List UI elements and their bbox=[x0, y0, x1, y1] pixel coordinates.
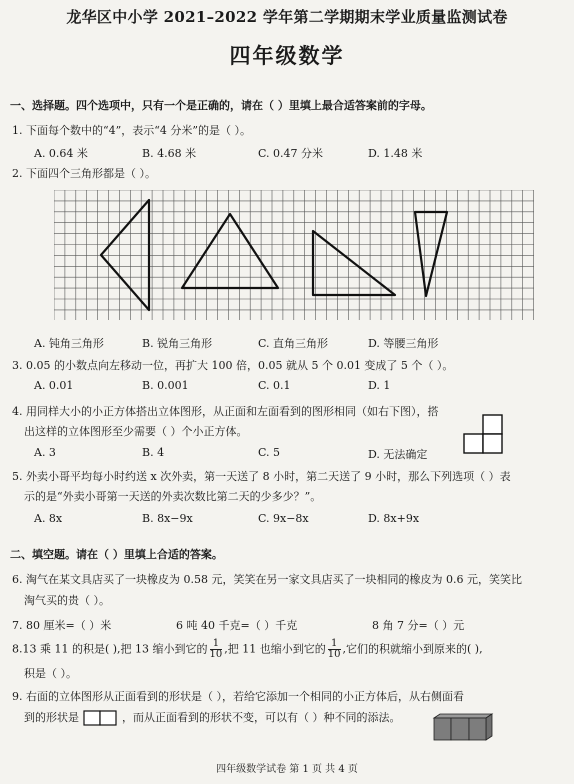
q3-option-b: B. 0.001 bbox=[142, 379, 189, 392]
q8-line1 bbox=[12, 639, 483, 660]
q2-option-c: C. 直角三角形 bbox=[258, 337, 329, 350]
q6-line2: 淘气买的贵（ ）。 bbox=[24, 594, 110, 607]
q2-option-d: D. 等腰三角形 bbox=[368, 337, 439, 350]
q4-view-figure bbox=[463, 413, 513, 455]
q5-option-a: A. 8x bbox=[34, 512, 63, 525]
q1-option-a: A. 0.64 米 bbox=[34, 147, 88, 160]
triangle-right bbox=[313, 231, 395, 295]
q6-line1: 6. 淘气在某文具店买了一块橡皮为 0.58 元，笑笑在另一家文具店买了一块相同的橡皮为 0.6 元，笑笑比 bbox=[12, 573, 522, 586]
q1-option-d: D. 1.48 米 bbox=[368, 147, 423, 160]
triangle-obtuse bbox=[101, 200, 149, 310]
q4-option-b: B. 4 bbox=[142, 446, 165, 459]
q9-line2 bbox=[24, 709, 401, 726]
q8-part3: ,它们的积就缩小到原来的( ), bbox=[342, 642, 483, 656]
q9-line1: 9. 右面的立体图形从正面看到的形状是（ ），若给它添加一个相同的小正方体后，从右侧面看 bbox=[12, 690, 464, 703]
q5-stem-line1: 5. 外卖小哥平均每小时约送 x 次外卖，第一天送了 8 小时，第二天送了 9 小时，那么下列选项（ ）表 bbox=[12, 470, 511, 483]
fraction-denominator: 10 bbox=[209, 649, 223, 660]
q7-part-b: 6 吨 40 千克=（ ）千克 bbox=[176, 619, 298, 632]
q4-option-c: C. 5 bbox=[258, 446, 281, 459]
q3-option-a: A. 0.01 bbox=[34, 379, 74, 392]
q2-option-b: B. 锐角三角形 bbox=[142, 337, 213, 350]
exam-subtitle: 四年级数学 bbox=[229, 43, 345, 68]
q4-option-d: D. 无法确定 bbox=[368, 448, 428, 461]
q1-stem: 1. 下面每个数中的“4”，表示“4 分米”的是（ ）。 bbox=[12, 124, 251, 137]
q9-cubes-figure bbox=[428, 712, 498, 742]
fraction-one-tenth bbox=[328, 639, 341, 660]
q8-part1: 8.13 乘 11 的积是( ),把 13 缩小到它的 bbox=[12, 642, 208, 656]
section1-heading: 一、选择题。四个选项中，只有一个是正确的，请在（ ）里填上最合适答案前的字母。 bbox=[10, 99, 432, 112]
q2-option-a: A. 钝角三角形 bbox=[34, 337, 104, 350]
page-footer: 四年级数学试卷 第 1 页 共 4 页 bbox=[216, 764, 358, 775]
q7-part-c: 8 角 7 分=（ ）元 bbox=[372, 619, 465, 632]
q5-option-d: D. 8x+9x bbox=[368, 512, 420, 525]
q4-option-a: A. 3 bbox=[34, 446, 56, 459]
q9-right-view-figure bbox=[83, 710, 119, 726]
q1-option-c: C. 0.47 分米 bbox=[258, 147, 324, 160]
q8-line2: 积是（ ）。 bbox=[24, 667, 77, 680]
exam-title: 龙华区中小学 2021–2022 学年第二学期期末学业质量监测试卷 bbox=[66, 8, 508, 26]
q1-option-b: B. 4.68 米 bbox=[142, 147, 197, 160]
fraction-one-tenth bbox=[210, 639, 223, 660]
q5-option-b: B. 8x−9x bbox=[142, 512, 193, 525]
q5-stem-line2: 示的是“外卖小哥第一天送的外卖次数比第二天的少多少？”。 bbox=[24, 490, 322, 503]
q2-stem: 2. 下面四个三角形都是（ ）。 bbox=[12, 167, 156, 180]
q9-part-a: 到的形状是 bbox=[24, 711, 79, 724]
fraction-denominator: 10 bbox=[327, 649, 341, 660]
fraction-numerator: 1 bbox=[328, 639, 341, 650]
q5-option-c: C. 9x−8x bbox=[258, 512, 309, 525]
q4-stem-line2: 出这样的立体图形至少需要（ ）个小正方体。 bbox=[24, 425, 248, 438]
q9-part-b: ，而从正面看到的形状不变，可以有（ ）种不同的添法。 bbox=[122, 711, 401, 724]
q7-part-a: 7. 80 厘米=（ ）米 bbox=[12, 619, 112, 632]
fraction-numerator: 1 bbox=[210, 639, 223, 650]
q3-stem: 3. 0.05 的小数点向左移动一位，再扩大 100 倍，0.05 就从 5 个 0.01 变成了 5 个（ ）。 bbox=[12, 359, 454, 372]
triangle-grid-figure bbox=[54, 190, 546, 320]
section2-heading: 二、填空题。请在（ ）里填上合适的答案。 bbox=[10, 548, 223, 561]
q3-option-d: D. 1 bbox=[368, 379, 391, 392]
q8-part2: ,把 11 也缩小到它的 bbox=[224, 642, 326, 656]
triangle-isosceles bbox=[415, 212, 447, 296]
q3-option-c: C. 0.1 bbox=[258, 379, 291, 392]
q4-stem-line1: 4. 用同样大小的小正方体搭出立体图形，从正面和左面看到的图形相同（如右下图），搭 bbox=[12, 405, 439, 418]
